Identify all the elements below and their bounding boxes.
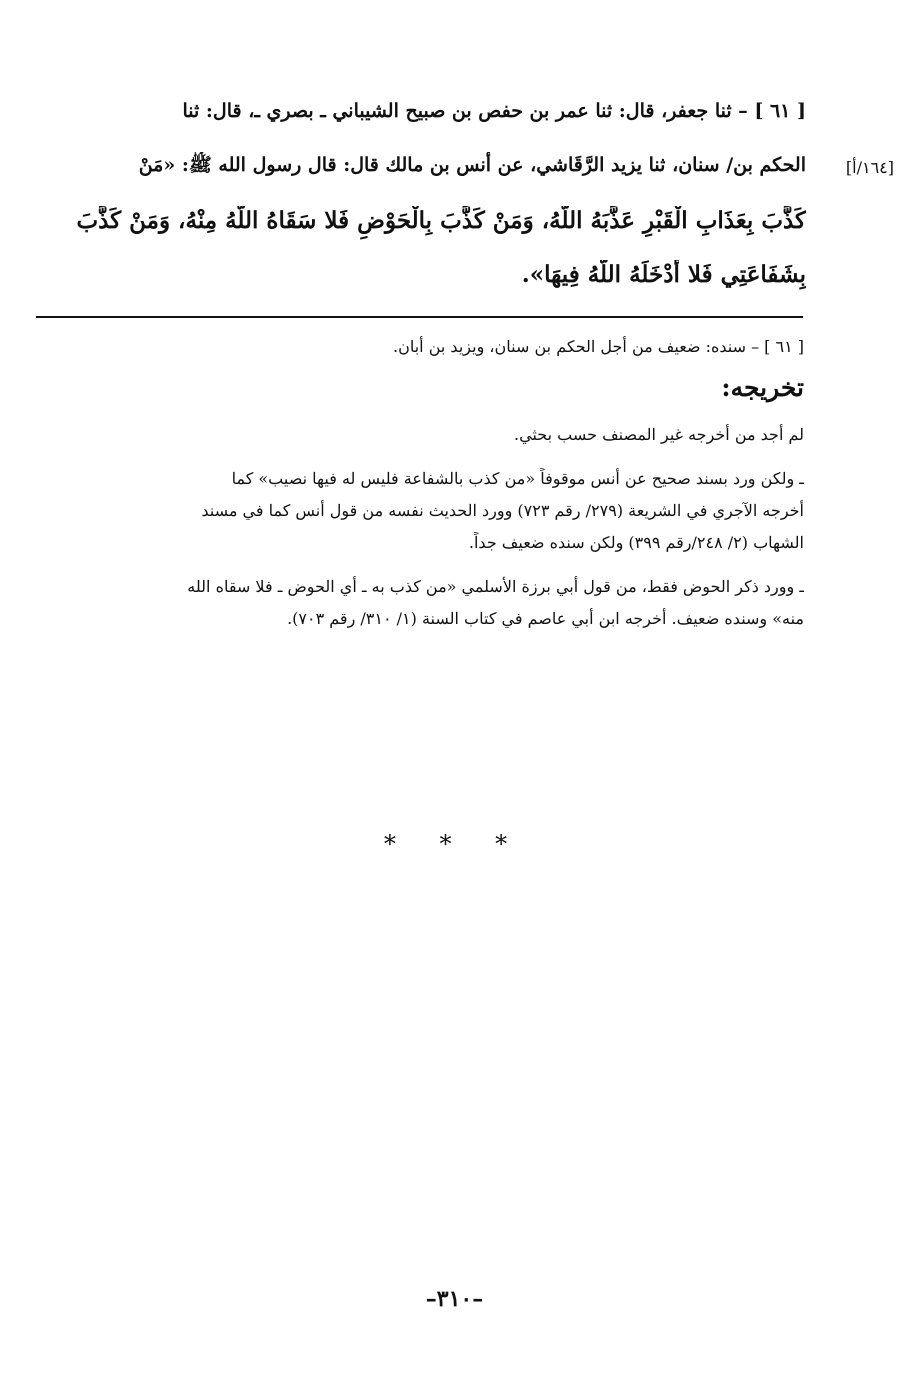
page-number: –٣١٠– bbox=[425, 1286, 484, 1312]
takhrij-paragraph-2-line-1: ـ ولكن ورد بسند صحيح عن أنس موقوفاً «من كذب بالشفاعة فليس له فيها نصيب» كما bbox=[231, 469, 804, 488]
footnote-divider bbox=[36, 316, 803, 318]
hadith-line-1: [ ٦١ ] – ثنا جعفر، قال: ثنا عمر بن حفص بن صبيح الشيباني ـ بصري ـ، قال: ثنا bbox=[182, 100, 806, 122]
sanad-note: [ ٦١ ] – سنده: ضعيف من أجل الحكم بن سنان، ويزيد بن أبان. bbox=[393, 337, 804, 356]
hadith-line-2: الحكم بن/ سنان، ثنا يزيد الرَّقَاشي، عن أنس بن مالك قال: قال رسول الله ﷺ: «مَنْ bbox=[138, 154, 806, 176]
takhrij-paragraph-3-line-1: ـ وورد ذكر الحوض فقط، من قول أبي برزة الأسلمي «من كذب به ـ أي الحوض ـ فلا سقاه الله bbox=[187, 577, 804, 596]
section-separator: * * * bbox=[383, 830, 526, 858]
takhrij-paragraph-2-line-2: أخرجه الآجري في الشريعة (٢٧٩/ رقم ٧٢٣) وورد الحديث نفسه من قول أنس كما في مسند bbox=[201, 501, 804, 520]
hadith-line-4: بِشَفَاعَتِي فَلا أَدْخَلَهُ اللَّهُ فِيهَا». bbox=[521, 261, 806, 288]
footnotes bbox=[36, 336, 804, 640]
takhrij-paragraph-3-line-2: منه» وسنده ضعيف. أخرجه ابن أبي عاصم في كتاب السنة (١/ ٣١٠/ رقم ٧٠٣). bbox=[287, 609, 804, 628]
manuscript-folio-reference: [١٦٤/أ] bbox=[845, 158, 894, 177]
hadith-text bbox=[34, 98, 806, 314]
hadith-line-3: كَذَّبَ بِعَذَابِ الْقَبْرِ عَذَّبَهُ اللَّهُ، وَمَنْ كَذَّبَ بِالْحَوْضِ فَلا سَقَاهُ اللَّهُ مِنْهُ، وَمَنْ كَذَّبَ bbox=[76, 207, 806, 234]
takhrij-paragraph-2-line-3: الشهاب (٢/ ٢٤٨/رقم ٣٩٩) ولكن سنده ضعيف جداً. bbox=[468, 533, 804, 552]
takhrij-paragraph-1: لم أجد من أخرجه غير المصنف حسب بحثي. bbox=[513, 425, 804, 444]
takhrij-heading: تخريجه: bbox=[721, 373, 804, 402]
